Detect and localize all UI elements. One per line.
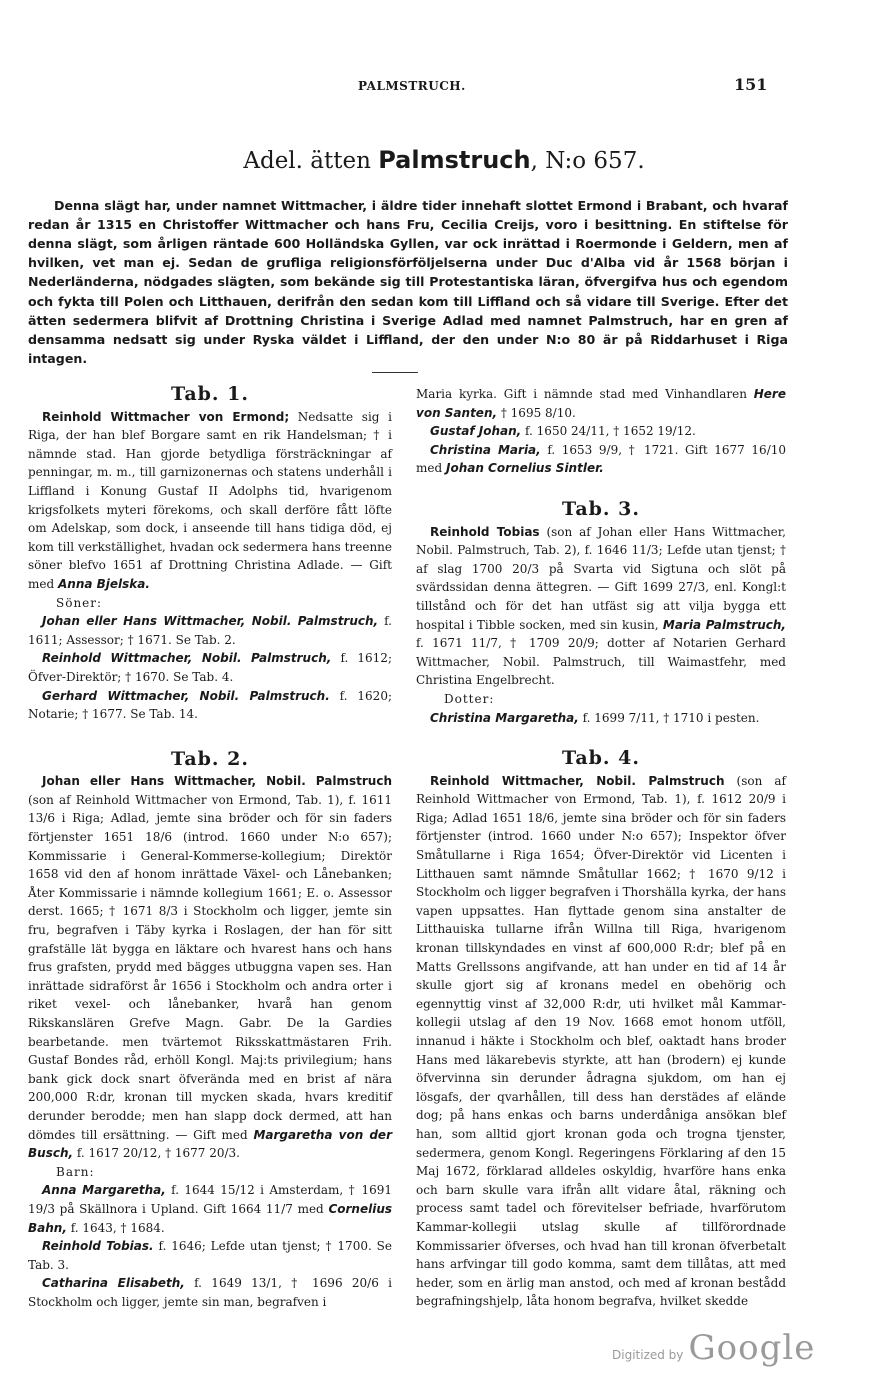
watermark-logo: Google <box>688 1328 816 1368</box>
running-head <box>0 75 888 101</box>
tab2-child2 <box>28 1237 392 1274</box>
tab2-child5-name: Christina Maria, <box>430 442 541 457</box>
tab3-entry <box>416 523 786 690</box>
tab2-child4-text: f. 1650 24/11, † 1652 19/12. <box>521 424 696 439</box>
tab3-daughter-text: f. 1699 7/11, † 1710 i pesten. <box>578 710 760 725</box>
tab3-text: (son af Johan eller Hans Wittmacher, Nobil. Palmstruch, Tab. 2), f. 1646 11/3; Lefde utan tjenst; † af slag 1700 20/3 på Svarta vid Sigtuna och slöt på svärdssidan denna ättegren. — Gift 1699 27/3, enl. Kongl:t tillstånd och för det han utfäst sig att vilja bygga ett hospital i Tibble socken, med sin kusin, <box>416 524 786 632</box>
title-suffix: , N:o 657. <box>530 148 645 174</box>
tab1-son2-text: f. 1612; Öfver-Direktör; † 1670. Se Tab. 4. <box>28 651 392 684</box>
tab2-person: Johan eller Hans Wittmacher, Nobil. Palmstruch <box>42 774 392 789</box>
tab1-sons-label: Söner: <box>56 595 103 610</box>
tab1-son2 <box>28 649 392 686</box>
tab3-cousin: Maria Palmstruch, <box>662 617 786 632</box>
page-title <box>0 146 888 174</box>
tab3-heading: Tab. 3. <box>562 497 640 520</box>
tab4-entry <box>416 772 786 1311</box>
tab1-person: Reinhold Wittmacher von Ermond; <box>42 409 290 424</box>
tab2-child3-text: f. 1649 13/1, † 1696 20/6 i Stockholm och ligger, jemte sin man, begrafven i <box>28 1276 392 1309</box>
tab1-entry <box>28 408 392 594</box>
continuation-text1: Maria kyrka. Gift i nämnde stad med Vinhandlaren <box>416 387 754 401</box>
tab1-son1-name: Johan eller Hans Wittmacher, Nobil. Palmstruch, <box>42 614 379 629</box>
tab2-wife-text: f. 1617 20/12, † 1677 20/3. <box>73 1146 240 1161</box>
page-number: 151 <box>734 75 768 94</box>
tab2-child5-spouse: Johan Cornelius Sintler. <box>445 461 604 476</box>
tab1-text: Nedsatte sig i Riga, der han blef Borgare samt en rik Handelsman; † i nämnde stad. Han gjorde betydliga försträckningar af penningar, m. m., till garnizonernas och statens underhåll i Liffland i Konung Gustaf II Adolphs tid, hvarigenom krigsfolkets myteri förekoms, och skall derföre fått löfte om Adelskap, som dock, i anseende till hans tidiga död, ej kom till verkställighet, hvadan ock sedermera hans treenne söner blefvo 1651 af Drottning Christina Adlade. — Gift med <box>28 409 392 591</box>
tab2-child3-name: Catharina Elisabeth, <box>42 1276 185 1291</box>
tab2-child3 <box>28 1274 392 1311</box>
tab2-child1-spouse-text: f. 1643, † 1684. <box>66 1220 165 1235</box>
tab4-text: (son af Reinhold Wittmacher von Ermond, Tab. 1), f. 1612 20/9 i Riga; Adlad 1651 18/6, jemte sina bröder och för sin faders förtjenster (introd. 1660 under N:o 657); Inspektor öfver Småtullarne i Riga 1654; Öfver-Direktör vid Licenten i Litthauen samt nämnde Småtullar 1662; † 1670 9/12 i Stockholm och ligger begrafven i Thorshälla kyrka, der hans vapen uppsattes. Han flyttade genom sina anstalter de Litthauiska tullarne ifrån Willna till Riga, hvarigenom kronan tillskyndades en vinst af 600,000 R:dr; blef på en Matts Grellssons angifvande, att han under en tid af 14 år skulle gjort sig af kronans medel en obehörig och egennyttig vinst af 32,000 R:dr, uti hvilket mål Kammar-kollegii utslag af den 19 Nov. 1668 emot honom utföll, innanud i häkte i Stockholm och blef, oaktadt hans broder Hans med läkarebevis styrkte, att han (brodern) ej kunde öfvervinna sin derunder ådragna sjukdom, om han ej lösgafs, der qvarhållen, till dess han derstädes af elände dog; på hans enkas och barns underdåniga ansökan blef han, som alltid gjort kronan goda och trogna tjenster, sedermera, genom Kongl. Regeringens Förklaring af den 15 Maj 1672, förklarad alldeles oskyldig, hvarföre hans enka och barn skulle vara ifrån allt vidare åtal, räkning och process samt tadel och förevitelser befriade, hvarförutom Kammar-kollegii utslag skulle af tillförordnade Kommissarier öfverses, och hvad han till kronan öfverbetalt hans arfvingar till godo komma, samt dem tillåtas, att med heder, som en ärlig man anstod, och med af kronan bestådd begrafningshjelp, låta honom begrafva, hvilket skedde <box>416 773 786 1309</box>
tab1-son1 <box>28 612 392 649</box>
tab4-person: Reinhold Wittmacher, Nobil. Palmstruch <box>430 773 725 788</box>
tab2-entry <box>28 772 392 1162</box>
tab1-son3-name: Gerhard Wittmacher, Nobil. Palmstruch. <box>42 688 330 703</box>
tab2-child5 <box>416 441 786 478</box>
tab2-child1-spouse: Cornelius Bahn, <box>28 1201 392 1235</box>
tab1-heading: Tab. 1. <box>171 383 249 405</box>
tab1-son2-name: Reinhold Wittmacher, Nobil. Palmstruch, <box>42 651 332 666</box>
title-prefix: Adel. ätten <box>243 148 379 174</box>
title-family-name: Palmstruch <box>378 146 531 174</box>
tab3-daughter-name: Christina Margaretha, <box>430 710 579 725</box>
tab1-son3-text: f. 1620; Notarie; † 1677. Se Tab. 14. <box>28 688 392 722</box>
tab4-heading: Tab. 4. <box>562 747 640 770</box>
tab1-wife: Anna Bjelska. <box>58 576 150 591</box>
tab2-continuation <box>416 385 786 422</box>
tab1-son1-text: f. 1611; Assessor; † 1671. Se Tab. 2. <box>28 614 392 647</box>
watermark-small: Digitized by <box>612 1348 684 1362</box>
tab3-daughter <box>416 709 786 728</box>
tab3-text2: f. 1671 11/7, † 1709 20/9; dotter af Notarien Gerhard Wittmacher, Nobil. Palmstruch, till Waimastfehr, med Christina Engelbrecht. <box>416 636 786 688</box>
running-title: PALMSTRUCH. <box>358 79 466 93</box>
tab3-person: Reinhold Tobias <box>430 524 540 539</box>
tab2-child5-text: f. 1653 9/9, † 1721. Gift 1677 16/10 med <box>416 442 787 476</box>
continuation-spouse: Here von Santen, <box>416 387 786 420</box>
left-column <box>28 385 392 1312</box>
intro-paragraph: Denna slägt har, under namnet Wittmacher, i äldre tider innehaft slottet Ermond i Brabant, och hvaraf redan år 1315 en Christoffer Wittmacher och hans Fru, Cecilia Creijs, voro i besittning. En stiftelse för denna slägt, som årligen räntade 600 Holländska Gyllen, var ock inrättad i Roermonde i Geldern, men af hvilken, vet man ej. Sedan de grufliga religionsförföljelserna under Duc d'Alba vid år 1568 början i Nederländerna, nödgades slägten, som bekände sig till Protestantiska läran, öfvergifva hus och egendom och fykta till Polen och Litthauen, derifrån den sedan kom till Liffland och så vidare till Sverige. Efter det ätten sedermera blifvit af Drottning Christina i Sverige Adlad med namnet Palmstruch, har en gren af densamma nedsatt sig under Ryska väldet i Liffland, der den under N:o 80 är på Riddarhuset i Riga intagen. <box>28 197 788 367</box>
tab2-child1-name: Anna Margaretha, <box>42 1183 166 1198</box>
tab2-wife: Margaretha von der Busch, <box>28 1127 392 1161</box>
tab2-children-label: Barn: <box>56 1164 95 1179</box>
tab2-child2-name: Reinhold Tobias. <box>42 1239 154 1254</box>
tab2-text: (son af Reinhold Wittmacher von Ermond, Tab. 1), f. 1611 13/6 i Riga; Adlad, jemte sina bröder och för sin faders förtjenster 1651 18/6 (introd. 1660 under N:o 657); Kommissarie i General-Kommerse-kollegium; Direktör 1658 vid den af honom inrättade Växel- och Lånebanken; Åter Kommissarie i nämnde kollegium 1661; E. o. Assessor derst. 1665; † 1671 8/3 i Stockholm och ligger, jemte sin fru, begrafven i Täby kyrka i Roslagen, der han för sitt grafställe lät bygga en läktare och hvarest hans och hans frus grafsten, prydd med bägges utbuggna vapen ses. Han inrättade sidraförst år 1656 i Stockholm och andra orter i riket vexel- och lånebanker, hvarå han genom Rikskanslären Grefve Magn. Gabr. De la Gardies bearbetande. men tvärtemot Riksskattmästaren Frih. Gustaf Bondes råd, erhöll Kongl. Maj:ts privilegium; hans bank gick dock snart öfverända med en brist af nära 200,000 R:dr, kronan till mycken skada, hvars kreditif derunder berodde; men han slapp dock dermed, att han dömdes till ersättning. — Gift med <box>28 792 392 1142</box>
tab2-heading: Tab. 2. <box>171 747 249 770</box>
tab2-child4 <box>416 422 786 441</box>
google-watermark <box>612 1328 815 1368</box>
tab2-child2-text: f. 1646; Lefde utan tjenst; † 1700. Se Tab. 3. <box>28 1239 392 1272</box>
tab2-child1 <box>28 1181 392 1237</box>
tab1-son3 <box>28 687 392 724</box>
tab2-child1-text: f. 1644 15/12 i Amsterdam, † 1691 19/3 på Skällnora i Upland. Gift 1664 11/7 med <box>28 1183 392 1216</box>
tab3-daughter-label: Dotter: <box>444 691 495 706</box>
continuation-text2: † 1695 8/10. <box>497 405 576 420</box>
section-divider <box>372 372 418 373</box>
tab2-child4-name: Gustaf Johan, <box>430 424 522 439</box>
right-column <box>416 385 786 1311</box>
